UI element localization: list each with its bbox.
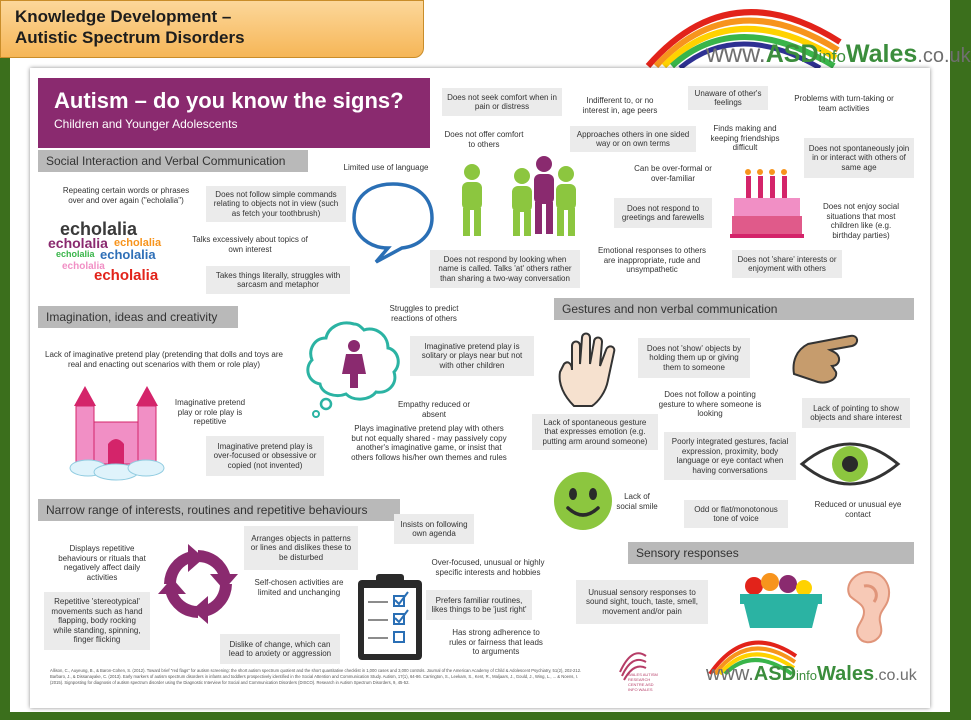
item-no-respond-name: Does not respond by looking when name is called. Talks 'at' others rather than sharing a two-way conversation xyxy=(430,250,580,288)
item-limited-language: Limited use of language xyxy=(343,163,429,172)
item-insists: Insists on following own agenda xyxy=(394,514,474,544)
logo-asd: ASD xyxy=(765,40,819,68)
open-hand-icon xyxy=(554,330,624,408)
logo-wales: Wales xyxy=(845,40,918,68)
birthday-cake-icon xyxy=(728,160,808,240)
item-familiar-routines: Prefers familiar routines, likes things to be 'just right' xyxy=(426,590,532,620)
echo-word-2: echolalia xyxy=(48,235,108,251)
food-basket-icon xyxy=(736,566,826,632)
item-social-smile: Lack of social smile xyxy=(616,492,658,511)
item-lack-pointing: Lack of pointing to show objects and share interest xyxy=(802,398,910,428)
research-centre-logo-text: WALES AUTISM RESEARCH CENTRE ASD INFO WALES xyxy=(628,672,658,692)
logo-bottom-info: info xyxy=(796,668,817,683)
logo-domain: .co.uk xyxy=(917,45,971,67)
item-displays-repetitive: Displays repetitive behaviours or rituals that negatively affect daily activities xyxy=(58,544,146,582)
section-social: Social Interaction and Verbal Communication xyxy=(38,150,308,172)
item-dislike-change: Dislike of change, which can lead to anxiety or aggression xyxy=(220,634,340,664)
slide-title-box xyxy=(0,0,424,58)
item-pointing-follow: Does not follow a pointing gesture to where someone is looking xyxy=(658,390,762,418)
poster xyxy=(30,68,930,708)
section-sensory: Sensory responses xyxy=(628,542,914,564)
echo-word-5: echolalia xyxy=(100,247,156,262)
logo-bottom-domain: .co.uk xyxy=(874,667,917,684)
item-over-focused-play: Imaginative pretend play is over-focused or obsessive or copied (not invented) xyxy=(206,436,324,476)
item-sensory-unusual: Unusual sensory responses to sound sight, touch, taste, smell, movement and/or pain xyxy=(576,580,708,624)
eye-icon xyxy=(798,434,902,494)
poster-title: Autism – do you know the signs? xyxy=(54,88,404,113)
echo-word-6: echolalia xyxy=(62,261,105,272)
logo-text xyxy=(706,40,971,69)
item-over-formal: Can be over-formal or over-familiar xyxy=(634,164,712,183)
item-solitary: Imaginative pretend play is solitary or plays near but not with other children xyxy=(410,336,534,376)
logo-www: www. xyxy=(706,40,766,68)
item-lack-gesture: Lack of spontaneous gesture that expresses emotion (e.g. putting arm around someone) xyxy=(532,414,658,450)
echo-word-1: echolalia xyxy=(60,219,138,239)
item-approaches: Approaches others in one sided way or on own terms xyxy=(570,126,696,152)
item-simple-commands: Does not follow simple commands relating to objects not in view (such as fetch your toothbrush) xyxy=(206,186,346,222)
item-show-objects: Does not 'show' objects by holding them up or giving them to someone xyxy=(638,338,750,378)
item-emotional: Emotional responses to others are inappropriate, rude and unsympathetic xyxy=(597,246,707,274)
item-not-share: Does not 'share' interests or enjoyment with others xyxy=(732,250,842,278)
item-repeating: Repeating certain words or phrases over and over again ("echolalia") xyxy=(62,186,190,205)
item-adherence: Has strong adherence to rules or fairness that leads to arguments xyxy=(449,628,543,656)
item-stereotypical: Repetitive 'stereotypical' movements such as hand flapping, body rocking while standing, spinning, finger flicking xyxy=(44,592,150,650)
item-arranges: Arranges objects in patterns or lines and dislikes these to be disturbed xyxy=(244,526,358,570)
slide-title-line2: Autistic Spectrum Disorders xyxy=(15,28,245,47)
references-text: Allison, C., Auyeung, B., & Baron-Cohen, S. (2012). Toward brief "red flags" for autism screening: the short autism spectrum quotient and the short quantitative checklist in 1,000 cases and 3,000 controls. Journal of the American Academy of Child & Adolescent Psychiatry, 51(2), 202-212. Barbaro, J., & Dissanayake, C. (2013). Early markers of autism spectrum disorders in infants and toddlers prospectively identified in the Social Attention and Communication Study. Autism, 17(1), 64-86. Carrington, S., Leekam, S., Kent, R., Maljaars, J., Gould, J., Wing, L., ... & Noens, I. (2015). Signposting for diagnosis of autism spectrum disorder using the Diagnostic Interview for Social and Communication Disorders (DISCO). Research in Autism Spectrum Disorders, 9, 45-52. xyxy=(50,668,582,685)
section-narrow: Narrow range of interests, routines and repetitive behaviours xyxy=(38,499,400,521)
echo-word-7: echolalia xyxy=(94,267,159,284)
logo-bottom-asd: ASD xyxy=(753,663,797,685)
item-literal: Takes things literally, struggles with sarcasm and metaphor xyxy=(206,266,350,294)
item-no-comfort-offer: Does not offer comfort to others xyxy=(444,130,524,149)
item-plays-imaginative: Plays imaginative pretend play with others but not equally shared - may passively copy another's imaginative game, or insist that others follows his/her own themes and rules xyxy=(351,424,507,462)
item-empathy: Empathy reduced or absent xyxy=(397,400,471,419)
checklist-clipboard-icon xyxy=(354,572,426,662)
slide-title-line1: Knowledge Development – xyxy=(15,7,232,26)
logo-bottom-www: www. xyxy=(706,663,754,685)
item-greetings: Does not respond to greetings and farewells xyxy=(614,198,712,228)
echo-word-3: echolalia xyxy=(114,237,162,249)
people-group-icon xyxy=(454,152,590,238)
item-over-focused-interests: Over-focused, unusual or highly specific interests and hobbies xyxy=(431,558,545,577)
item-struggles-predict: Struggles to predict reactions of others xyxy=(389,304,459,323)
section-gestures: Gestures and non verbal communication xyxy=(554,298,914,320)
item-talks-excessively: Talks excessively about topics of own interest xyxy=(192,235,308,254)
cycle-arrows-icon xyxy=(158,544,238,624)
item-no-comfort-seek: Does not seek comfort when in pain or distress xyxy=(442,88,562,116)
item-social-situations: Does not enjoy social situations that most children like (e.g. birthday parties) xyxy=(822,202,900,240)
section-imagination: Imagination, ideas and creativity xyxy=(38,306,238,328)
item-flat-tone: Odd or flat/monotonous tone of voice xyxy=(684,500,788,528)
poster-header xyxy=(38,78,430,148)
speech-bubble-icon xyxy=(348,178,438,268)
smiley-face-icon xyxy=(552,470,614,532)
item-repetitive-play: Imaginative pretend play or role play is repetitive xyxy=(174,398,246,426)
ear-icon xyxy=(834,568,894,648)
item-self-chosen: Self-chosen activities are limited and unchanging xyxy=(254,578,344,597)
item-poorly-integrated: Poorly integrated gestures, facial expression, proximity, body language or eye contact when having conversations xyxy=(664,432,796,480)
item-not-join: Does not spontaneously join in or interact with others of same age xyxy=(804,138,914,178)
poster-subtitle: Children and Younger Adolescents xyxy=(54,117,238,131)
item-lack-pretend: Lack of imaginative pretend play (pretending that dolls and toys are real and enacting out scenarios with them or role play) xyxy=(45,350,283,369)
pointing-hand-icon xyxy=(790,322,886,388)
logo-bottom-text xyxy=(706,663,917,686)
logo-bottom-wales: Wales xyxy=(817,663,875,685)
item-indifferent: Indifferent to, or no interest in, age peers xyxy=(582,96,658,115)
item-friendships: Finds making and keeping friendships difficult xyxy=(710,124,780,152)
item-eye-contact: Reduced or unusual eye contact xyxy=(814,500,902,519)
item-unaware: Unaware of other's feelings xyxy=(688,86,768,110)
thought-cloud-person-icon xyxy=(302,316,406,420)
castle-icon xyxy=(68,380,164,480)
echo-word-4: echolalia xyxy=(56,249,95,259)
item-turn-taking: Problems with turn-taking or team activities xyxy=(794,94,894,113)
logo-info: info xyxy=(818,47,846,66)
